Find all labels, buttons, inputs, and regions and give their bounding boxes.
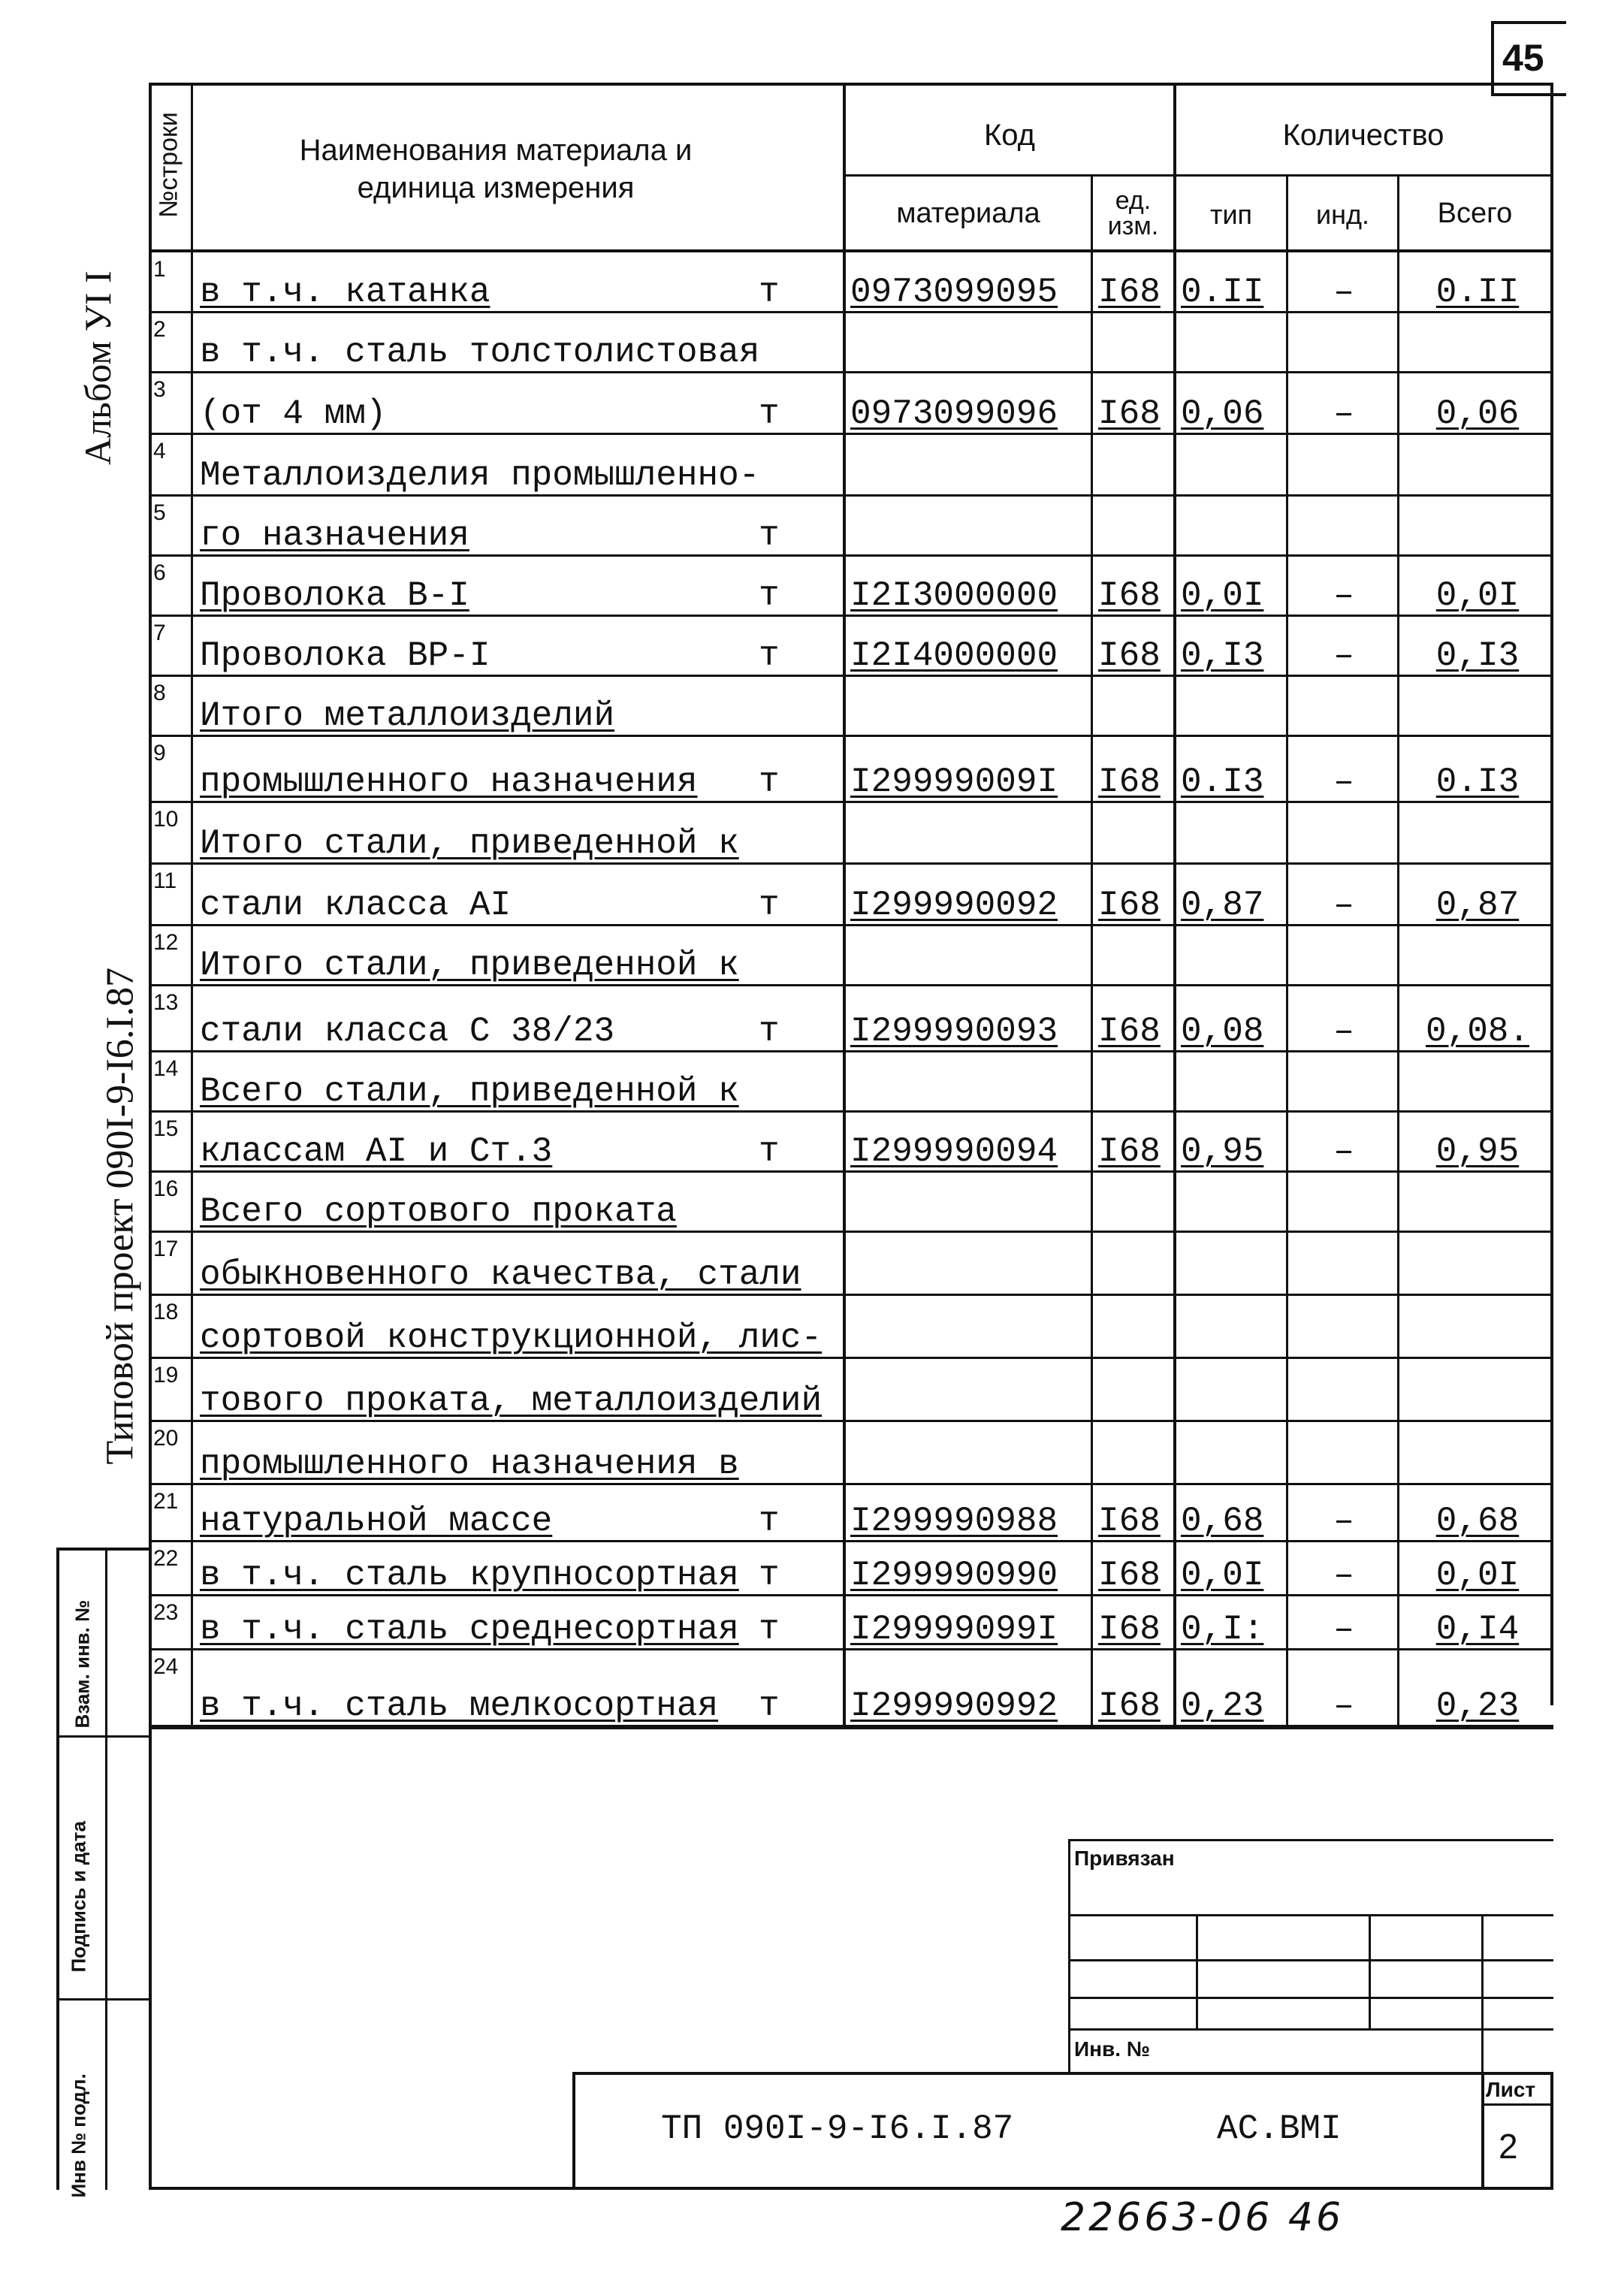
cell-code: I2I4000000: [850, 636, 1058, 675]
material-name: промышленного назначения в: [200, 1445, 739, 1484]
cell-code: I299990990: [850, 1556, 1058, 1595]
material-name: Проволока ВР-I: [200, 636, 491, 675]
row-number: 12: [153, 930, 179, 955]
cell-total: 0,87: [1435, 886, 1520, 925]
col-line-tip: [1286, 174, 1288, 1728]
cell-tip: 0,I:: [1181, 1610, 1264, 1649]
unit-label: т: [759, 1610, 780, 1649]
row-number: 3: [153, 377, 166, 402]
signature-date-label: Подпись и дата: [67, 1821, 90, 1973]
cell-tip: [1181, 676, 1286, 736]
cell-tip: [1181, 1295, 1286, 1358]
stamp-top: [1068, 1839, 1553, 1841]
col-line-unit: [1173, 83, 1176, 1728]
stamp-vline2: [1369, 1914, 1371, 2028]
col-line-ind: [1397, 174, 1399, 1728]
row-number: 1: [153, 257, 166, 282]
cell-code: [850, 926, 1091, 986]
material-name: обыкновенного качества, стали: [200, 1255, 801, 1294]
cell-tip: 0,I3: [1181, 636, 1264, 675]
unit-label: [759, 1232, 804, 1295]
cell-total: [1405, 802, 1550, 864]
cell-code: I2I3000000: [850, 576, 1058, 615]
cell-ind: [1290, 1295, 1397, 1358]
cell-tip: 0,06: [1181, 394, 1264, 433]
row-number: 18: [153, 1300, 179, 1324]
row-number: 2: [153, 317, 166, 342]
title-top: [572, 2072, 1553, 2075]
unit-label: [759, 434, 804, 496]
cell-code: 0973099095: [850, 273, 1058, 312]
cell-ind: –: [1333, 273, 1354, 312]
cell-total: [1405, 434, 1550, 496]
material-name: Проволока В-I: [200, 576, 469, 615]
stamp-left-upper: [1068, 1839, 1070, 2073]
cell-ed: I68: [1098, 886, 1161, 925]
cell-tip: [1181, 313, 1286, 373]
cell-ed: [1098, 802, 1173, 864]
cell-ind: –: [1333, 1012, 1354, 1051]
row-number: 22: [153, 1546, 179, 1571]
material-name: в т.ч. сталь крупносортная: [200, 1556, 739, 1595]
cell-ed: I68: [1098, 1610, 1161, 1649]
unit-label: т: [759, 886, 780, 925]
cell-ed: [1098, 1232, 1173, 1295]
unit-label: т: [759, 1502, 780, 1541]
cell-ind: –: [1333, 394, 1354, 433]
cell-code: I29999099I: [850, 1610, 1058, 1649]
unit-label: т: [759, 636, 780, 675]
material-name: (от 4 мм): [200, 394, 387, 433]
unit-label: т: [759, 1132, 780, 1171]
cell-ind: [1290, 1172, 1397, 1232]
cell-total: [1405, 1421, 1550, 1484]
material-name: классам AI и Ст.3: [200, 1132, 553, 1171]
cell-code: [850, 676, 1091, 736]
title-right: [1550, 2072, 1553, 2190]
handwritten-number: 22663-06 46: [1061, 2195, 1345, 2240]
title-list-left: [1481, 2072, 1484, 2190]
unit-label: [759, 1052, 804, 1112]
cell-total: [1405, 313, 1550, 373]
cell-ed: [1098, 1421, 1173, 1484]
side-box-inner: [105, 1548, 107, 2190]
cell-code: I29999009I: [850, 762, 1058, 802]
unit-label: т: [759, 273, 780, 312]
cell-tip: 0.I3: [1181, 762, 1264, 802]
cell-ind: –: [1333, 1556, 1354, 1595]
cell-ed: [1098, 926, 1173, 986]
unit-label: т: [759, 394, 780, 433]
cell-ed: [1098, 1358, 1173, 1421]
material-name: в т.ч. сталь толстолистовая: [200, 333, 760, 372]
material-name: го назначения: [200, 516, 469, 555]
cell-tip: 0,23: [1181, 1687, 1264, 1726]
title-left: [572, 2072, 575, 2190]
cell-ed: [1098, 313, 1173, 373]
cell-tip: 0,08: [1181, 1012, 1264, 1051]
unit-label: [759, 1421, 804, 1484]
cell-tip: [1181, 802, 1286, 864]
header-code-group: Код: [983, 119, 1035, 152]
cell-ind: –: [1333, 1502, 1354, 1541]
cell-ed: I68: [1098, 1556, 1161, 1595]
cell-ind: [1290, 313, 1397, 373]
header-total: Всего: [1437, 198, 1513, 230]
table-left: [149, 83, 152, 2190]
unit-label: [759, 313, 804, 373]
table-top: [149, 83, 1553, 86]
row-number: 10: [153, 807, 179, 832]
cell-total: [1405, 1232, 1550, 1295]
cell-code: [850, 802, 1091, 864]
cell-tip: [1181, 434, 1286, 496]
cell-total: [1405, 496, 1550, 556]
cell-ed: [1098, 1052, 1173, 1112]
side-box-left: [56, 1548, 59, 2190]
material-name: в т.ч. сталь мелкосортная: [200, 1687, 719, 1726]
cell-tip: [1181, 926, 1286, 986]
col-line-name: [843, 83, 846, 1728]
cell-total: [1405, 926, 1550, 986]
cell-total: [1405, 1295, 1550, 1358]
body-bottom-line: [149, 1726, 1553, 1729]
cell-ind: [1290, 1358, 1397, 1421]
cell-ind: –: [1333, 1687, 1354, 1726]
cell-code: [850, 1421, 1091, 1484]
cell-tip: [1181, 1172, 1286, 1232]
cell-ed: [1098, 1172, 1173, 1232]
doc-mark: АС.ВМI: [1217, 2109, 1342, 2149]
cell-tip: [1181, 1052, 1286, 1112]
material-name: в т.ч. сталь среднесортная: [200, 1610, 739, 1649]
cell-total: 0,0I: [1435, 576, 1520, 615]
cell-code: I299990093: [850, 1012, 1058, 1051]
unit-label: [759, 1172, 804, 1232]
unit-label: [759, 1358, 804, 1421]
material-name: тового проката, металлоизделий: [200, 1382, 823, 1421]
unit-label: т: [759, 762, 780, 802]
cell-ed: I68: [1098, 1132, 1161, 1171]
row-number: 6: [153, 560, 166, 585]
cell-ind: [1290, 434, 1397, 496]
row-number: 9: [153, 741, 166, 766]
cell-ed: I68: [1098, 636, 1161, 675]
cell-code: I299990092: [850, 886, 1058, 925]
row-number: 24: [153, 1654, 179, 1679]
unit-label: [759, 1295, 804, 1358]
cell-code: [850, 1358, 1091, 1421]
cell-tip: 0,68: [1181, 1502, 1264, 1541]
row-number: 20: [153, 1426, 179, 1451]
title-list-mid: [1481, 2103, 1553, 2106]
stamp-vline1: [1196, 1914, 1198, 2028]
header-unit: ед. изм.: [1107, 186, 1159, 240]
cell-total: 0,I4: [1435, 1610, 1520, 1649]
table-bottom: [149, 2187, 1553, 2190]
cell-tip: [1181, 496, 1286, 556]
stamp-privyazan: Привязан: [1074, 1847, 1175, 1870]
cell-tip: 0.II: [1181, 273, 1264, 312]
header-tip: тип: [1209, 198, 1253, 230]
cell-total: 0,95: [1435, 1132, 1520, 1171]
inv-podl-label: Инв № подл.: [67, 2073, 90, 2198]
row-number: 7: [153, 621, 166, 645]
cell-total: [1405, 1052, 1550, 1112]
sheet-number: 45: [1502, 37, 1544, 79]
cell-ind: [1290, 802, 1397, 864]
cell-tip: [1181, 1421, 1286, 1484]
material-name: промышленного назначения: [200, 762, 698, 802]
cell-code: I299990094: [850, 1132, 1058, 1171]
project-label: Типовой проект 090I-9-I6.I.87: [98, 967, 142, 1465]
cell-total: 0,23: [1435, 1687, 1520, 1726]
material-name: натуральной массе: [200, 1502, 553, 1541]
material-name: Итого стали, приведенной к: [200, 946, 739, 985]
material-name: Всего сортового проката: [200, 1192, 677, 1231]
cell-code: [850, 313, 1091, 373]
row-number: 11: [153, 868, 177, 893]
cell-ed: [1098, 676, 1173, 736]
cell-ind: [1290, 926, 1397, 986]
row-number: 15: [153, 1116, 179, 1141]
cell-total: 0,06: [1435, 394, 1520, 433]
unit-label: т: [759, 1687, 780, 1726]
cell-tip: 0,0I: [1181, 576, 1264, 615]
cell-ind: –: [1333, 1132, 1354, 1171]
cell-total: 0.I3: [1435, 762, 1520, 802]
side-box-div2: [56, 1998, 150, 2001]
header-mid-line: [843, 174, 1553, 177]
cell-ind: –: [1333, 762, 1354, 802]
cell-total: 0.II: [1435, 273, 1520, 312]
cell-tip: [1181, 1232, 1286, 1295]
cell-tip: 0,0I: [1181, 1556, 1264, 1595]
vzam-inv-label: Взам. инв. №: [71, 1599, 94, 1729]
cell-code: [850, 1232, 1091, 1295]
unit-label: т: [759, 516, 780, 555]
cell-ed: I68: [1098, 394, 1161, 433]
cell-ed: [1098, 434, 1173, 496]
row-number: 17: [153, 1237, 179, 1261]
row-number: 23: [153, 1600, 179, 1625]
stamp-inv-no: Инв. №: [1074, 2037, 1151, 2061]
material-name: Итого металлоизделий: [200, 696, 615, 735]
material-name: стали класса С 38/23: [200, 1012, 615, 1051]
header-row-no: №строки: [154, 112, 183, 218]
cell-total: [1405, 1172, 1550, 1232]
list-number: 2: [1499, 2127, 1518, 2166]
cell-total: [1405, 676, 1550, 736]
cell-ind: –: [1333, 886, 1354, 925]
unit-label: т: [759, 1012, 780, 1051]
row-number: 4: [153, 439, 166, 464]
unit-label: [759, 926, 804, 986]
cell-ind: –: [1333, 636, 1354, 675]
cell-code: [850, 1295, 1091, 1358]
row-number: 8: [153, 681, 166, 705]
material-name: Металлоизделия промышленно-: [200, 456, 760, 495]
cell-total: [1405, 1358, 1550, 1421]
cell-tip: 0,95: [1181, 1132, 1264, 1171]
header-name: Наименования материала и единица измерения: [299, 134, 693, 204]
cell-ed: [1098, 1295, 1173, 1358]
material-name: сортовой конструкционной, лис-: [200, 1318, 823, 1357]
cell-ind: [1290, 1052, 1397, 1112]
side-box-div1: [56, 1735, 150, 1738]
cell-code: [850, 496, 1091, 556]
cell-ind: [1290, 1421, 1397, 1484]
header-ind: инд.: [1316, 198, 1369, 230]
row-number: 21: [153, 1489, 179, 1514]
material-name: стали класса AI: [200, 886, 512, 925]
col-line-code: [1091, 174, 1093, 1728]
cell-ed: I68: [1098, 273, 1161, 312]
row-number: 19: [153, 1363, 179, 1388]
cell-code: I299990992: [850, 1687, 1058, 1726]
unit-label: [759, 802, 804, 864]
cell-ed: [1098, 496, 1173, 556]
cell-code: [850, 1172, 1091, 1232]
list-label: Лист: [1486, 2078, 1536, 2101]
header-qty-group: Количество: [1282, 119, 1444, 152]
stamp-vline3: [1481, 1914, 1484, 2073]
cell-ed: I68: [1098, 576, 1161, 615]
row-number: 13: [153, 990, 179, 1015]
cell-total: 0,08.: [1425, 1012, 1530, 1051]
cell-code: I299990988: [850, 1502, 1058, 1541]
material-name: в т.ч. катанка: [200, 273, 491, 312]
cell-ind: [1290, 676, 1397, 736]
cell-tip: [1181, 1358, 1286, 1421]
cell-ind: –: [1333, 1610, 1354, 1649]
cell-ind: [1290, 496, 1397, 556]
doc-code: ТП 090I-9-I6.I.87: [661, 2109, 1014, 2149]
row-number: 14: [153, 1056, 179, 1081]
cell-total: 0,I3: [1435, 636, 1520, 675]
cell-tip: 0,87: [1181, 886, 1264, 925]
header-material: материала: [896, 198, 1040, 230]
cell-code: [850, 434, 1091, 496]
cell-total: 0,68: [1435, 1502, 1520, 1541]
cell-ind: –: [1333, 576, 1354, 615]
cell-ed: I68: [1098, 1502, 1161, 1541]
unit-label: т: [759, 1556, 780, 1595]
cell-ed: I68: [1098, 762, 1161, 802]
cell-ed: I68: [1098, 1012, 1161, 1051]
row-number: 16: [153, 1176, 179, 1201]
album-label: Альбом УI I: [77, 270, 119, 465]
cell-code: [850, 1052, 1091, 1112]
table-right: [1550, 83, 1553, 1705]
unit-label: [759, 676, 804, 736]
row-number: 5: [153, 500, 166, 525]
cell-total: 0,0I: [1435, 1556, 1520, 1595]
unit-label: т: [759, 576, 780, 615]
material-name: Всего стали, приведенной к: [200, 1072, 739, 1111]
material-name: Итого стали, приведенной к: [200, 824, 739, 863]
cell-ind: [1290, 1232, 1397, 1295]
cell-ed: I68: [1098, 1687, 1161, 1726]
cell-code: 0973099096: [850, 394, 1058, 433]
